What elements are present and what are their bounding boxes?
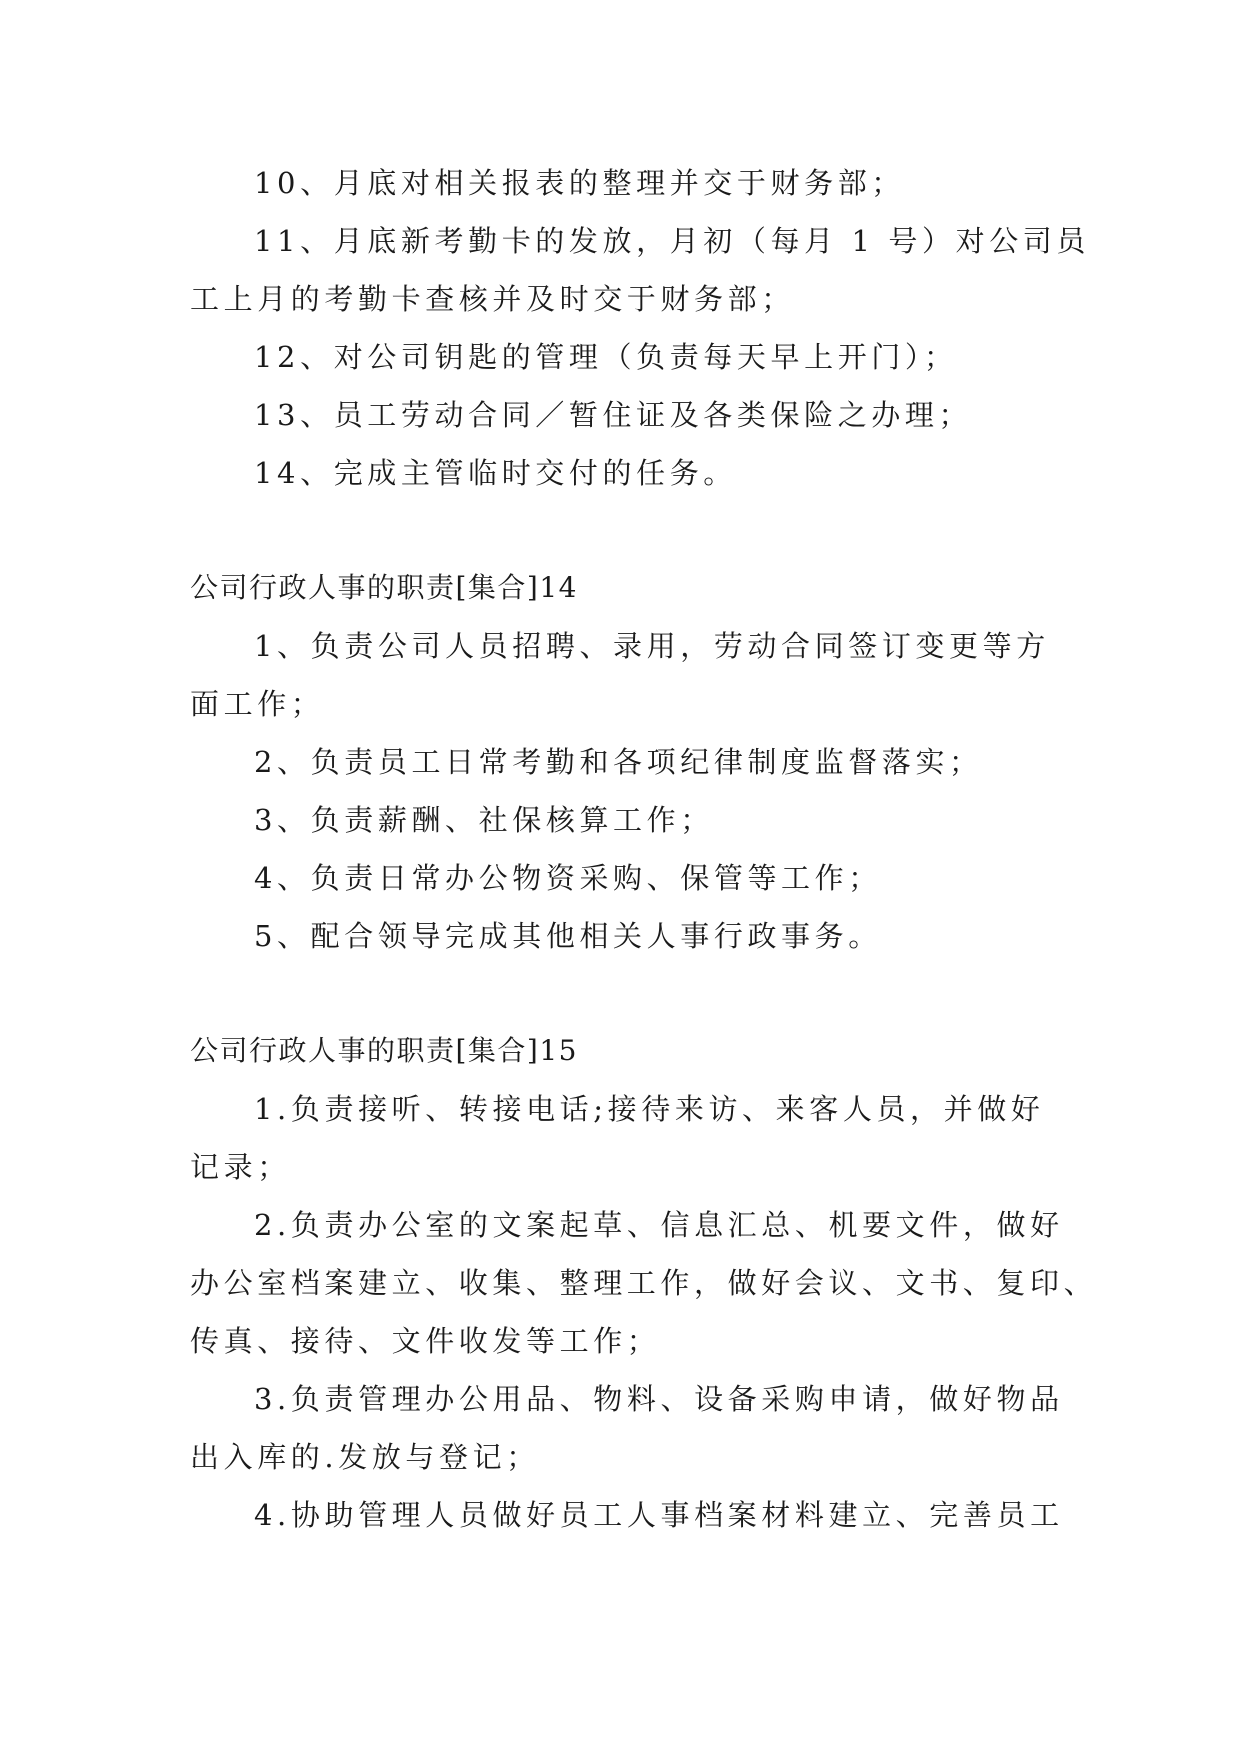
paragraph-item-10: 10、月底对相关报表的整理并交于财务部； (254, 166, 905, 200)
paragraph-item-12: 12、对公司钥匙的管理（负责每天早上开门）； (254, 340, 958, 374)
s15-item-2-cont-1: 办公室档案建立、收集、整理工作，做好会议、文书、复印、 (190, 1266, 1098, 1300)
s15-item-2: 2.负责办公室的文案起草、信息汇总、机要文件，做好 (254, 1208, 1064, 1242)
s15-item-1-cont: 记录； (190, 1150, 291, 1184)
s15-item-3: 3.负责管理办公用品、物料、设备采购申请，做好物品 (254, 1382, 1064, 1416)
s14-item-3: 3、负责薪酬、社保核算工作； (254, 803, 714, 837)
s14-item-1: 1、负责公司人员招聘、录用，劳动合同签订变更等方 (254, 629, 1050, 663)
section-title-15: 公司行政人事的职责[集合]15 (190, 1034, 578, 1067)
s15-item-1: 1.负责接听、转接电话;接待来访、来客人员，并做好 (254, 1092, 1045, 1126)
s14-item-2: 2、负责员工日常考勤和各项纪律制度监督落实； (254, 745, 983, 779)
paragraph-item-11: 11、月底新考勤卡的发放，月初（每月 1 号）对公司员 (254, 224, 1090, 258)
s14-item-5: 5、配合领导完成其他相关人事行政事务。 (254, 919, 882, 953)
s15-item-3-cont: 出入库的.发放与登记； (190, 1440, 540, 1474)
s15-item-4: 4.协助管理人员做好员工人事档案材料建立、完善员工 (254, 1498, 1064, 1532)
paragraph-item-14: 14、完成主管临时交付的任务。 (254, 456, 737, 490)
paragraph-item-11-cont: 工上月的考勤卡查核并及时交于财务部； (190, 282, 795, 316)
paragraph-item-13: 13、员工劳动合同／暂住证及各类保险之办理； (254, 398, 973, 432)
s15-item-2-cont-2: 传真、接待、文件收发等工作； (190, 1324, 661, 1358)
section-title-14: 公司行政人事的职责[集合]14 (190, 571, 578, 604)
s14-item-4: 4、负责日常办公物资采购、保管等工作； (254, 861, 882, 895)
s14-item-1-cont: 面工作； (190, 687, 325, 721)
